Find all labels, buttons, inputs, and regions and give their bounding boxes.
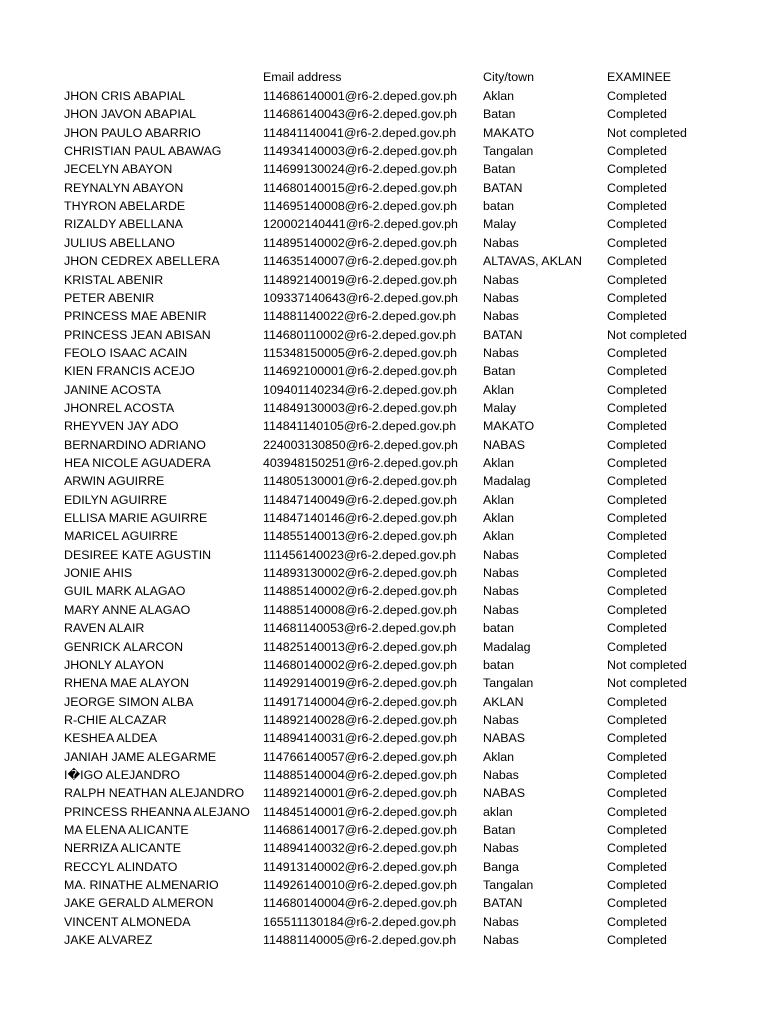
- city-cell: Malay: [483, 217, 517, 232]
- name-cell: JEORGE SIMON ALBA: [64, 694, 194, 709]
- name-cell: THYRON ABELARDE: [64, 199, 186, 214]
- name-cell: BERNARDINO ADRIANO: [64, 437, 206, 452]
- table-row: [0, 729, 768, 748]
- city-cell: MAKATO: [483, 125, 535, 140]
- status-cell: Completed: [607, 767, 667, 782]
- city-cell: batan: [483, 621, 515, 636]
- name-cell: PRINCESS JEAN ABISAN: [64, 327, 211, 342]
- status-cell: Completed: [607, 235, 667, 250]
- name-cell: REYNALYN ABAYON: [64, 180, 184, 195]
- city-cell: Aklan: [483, 492, 514, 507]
- table-row: [0, 87, 768, 106]
- city-cell: Nabas: [483, 914, 519, 929]
- city-cell: Banga: [483, 859, 519, 874]
- city-cell: Nabas: [483, 272, 519, 287]
- city-cell: batan: [483, 199, 515, 214]
- status-cell: Completed: [607, 712, 667, 727]
- city-cell: Nabas: [483, 712, 519, 727]
- city-cell: Aklan: [483, 511, 514, 526]
- table-row: [0, 105, 768, 124]
- city-cell: Nabas: [483, 290, 519, 305]
- status-cell: Completed: [607, 584, 667, 599]
- status-cell: Completed: [607, 878, 667, 893]
- email-cell: 114686140017@r6-2.deped.gov.ph: [263, 823, 458, 837]
- name-cell: JAKE ALVAREZ: [64, 933, 153, 948]
- table-row: [0, 234, 768, 253]
- status-cell: Completed: [607, 437, 667, 452]
- name-cell: FEOLO ISAAC ACAIN: [64, 345, 188, 360]
- status-cell: Completed: [607, 511, 667, 526]
- name-cell: RIZALDY ABELLANA: [64, 217, 183, 232]
- table-row: [0, 344, 768, 363]
- name-cell: RHEYVEN JAY ADO: [64, 419, 179, 434]
- name-cell: VINCENT ALMONEDA: [64, 914, 191, 929]
- status-cell: Completed: [607, 89, 667, 103]
- status-cell: Completed: [607, 400, 667, 415]
- name-cell: JAKE GERALD ALMERON: [64, 896, 214, 911]
- city-cell: ALTAVAS, AKLAN: [483, 254, 582, 269]
- table-row: [0, 527, 768, 546]
- name-cell: JECELYN ABAYON: [64, 162, 173, 177]
- email-cell: 114885140002@r6-2.deped.gov.ph: [263, 584, 458, 599]
- name-cell: KIEN FRANCIS ACEJO: [64, 364, 195, 379]
- name-cell: MA ELENA ALICANTE: [64, 823, 189, 837]
- email-cell: 114917140004@r6-2.deped.gov.ph: [263, 694, 458, 709]
- email-cell: 111456140023@r6-2.deped.gov.ph: [263, 547, 457, 562]
- table-row: [0, 252, 768, 271]
- table-row: [0, 509, 768, 528]
- table-row: [0, 931, 768, 950]
- name-cell: JHON PAULO ABARRIO: [64, 125, 201, 140]
- status-cell: Completed: [607, 199, 667, 214]
- email-cell: 114885140008@r6-2.deped.gov.ph: [263, 602, 458, 617]
- email-cell: 114680140002@r6-2.deped.gov.ph: [263, 657, 458, 672]
- email-cell: 114893130002@r6-2.deped.gov.ph: [263, 566, 458, 581]
- table-row: [0, 142, 768, 161]
- email-cell: 114934140003@r6-2.deped.gov.ph: [263, 144, 458, 159]
- name-cell: MARY ANNE ALAGAO: [64, 602, 191, 617]
- table-row: [0, 711, 768, 730]
- email-cell: 114892140028@r6-2.deped.gov.ph: [263, 712, 458, 727]
- name-cell: RHENA MAE ALAYON: [64, 676, 190, 691]
- email-cell: 224003130850@r6-2.deped.gov.ph: [263, 437, 458, 452]
- name-cell: RALPH NEATHAN ALEJANDRO: [64, 786, 245, 801]
- status-cell: Completed: [607, 364, 667, 379]
- table-row: [0, 491, 768, 510]
- email-cell: 114681140053@r6-2.deped.gov.ph: [263, 621, 457, 636]
- status-cell: Completed: [607, 144, 667, 159]
- table-row: [0, 674, 768, 693]
- table-row: [0, 601, 768, 620]
- city-cell: Aklan: [483, 382, 514, 397]
- name-cell: PRINCESS RHEANNA ALEJANO: [64, 804, 250, 819]
- email-cell: 114913140002@r6-2.deped.gov.ph: [263, 859, 458, 874]
- email-cell: 114847140049@r6-2.deped.gov.ph: [263, 492, 458, 507]
- name-cell: MA. RINATHE ALMENARIO: [64, 878, 219, 893]
- status-cell: Completed: [607, 382, 667, 397]
- name-cell: NERRIZA ALICANTE: [64, 841, 182, 856]
- email-cell: 114699130024@r6-2.deped.gov.ph: [263, 162, 458, 177]
- name-cell: JONIE AHIS: [64, 566, 133, 581]
- name-cell: I�IGO ALEJANDRO: [64, 767, 180, 782]
- table-row: [0, 821, 768, 840]
- name-cell: JHON JAVON ABAPIAL: [64, 107, 196, 122]
- email-cell: 114845140001@r6-2.deped.gov.ph: [263, 804, 458, 819]
- email-cell: 114841140041@r6-2.deped.gov.ph: [263, 125, 457, 140]
- city-cell: Aklan: [483, 456, 514, 470]
- table-row: [0, 803, 768, 822]
- email-cell: 114894140032@r6-2.deped.gov.ph: [263, 841, 458, 856]
- status-cell: Completed: [607, 345, 667, 360]
- email-cell: 115348150005@r6-2.deped.gov.ph: [263, 345, 458, 360]
- status-cell: Not completed: [607, 657, 687, 672]
- table-row: [0, 454, 768, 473]
- table-row: [0, 399, 768, 418]
- email-cell: 109401140234@r6-2.deped.gov.ph: [263, 382, 458, 397]
- email-cell: 114825140013@r6-2.deped.gov.ph: [263, 639, 458, 654]
- table-row: [0, 197, 768, 216]
- city-cell: MAKATO: [483, 419, 535, 434]
- email-cell: 114855140013@r6-2.deped.gov.ph: [263, 529, 458, 544]
- city-cell: BATAN: [483, 180, 523, 195]
- city-cell: Nabas: [483, 933, 519, 948]
- table-row: [0, 436, 768, 455]
- status-cell: Completed: [607, 914, 667, 929]
- table-row: [0, 472, 768, 491]
- email-cell: 114692100001@r6-2.deped.gov.ph: [263, 364, 458, 379]
- status-cell: Completed: [607, 547, 667, 562]
- email-cell: 114686140043@r6-2.deped.gov.ph: [263, 107, 458, 122]
- status-cell: Not completed: [607, 125, 687, 140]
- city-cell: AKLAN: [483, 694, 524, 709]
- city-cell: batan: [483, 657, 515, 672]
- city-cell: Batan: [483, 107, 516, 122]
- status-cell: Not completed: [607, 327, 687, 342]
- email-cell: 114881140022@r6-2.deped.gov.ph: [263, 309, 457, 324]
- name-cell: DESIREE KATE AGUSTIN: [64, 547, 212, 562]
- table-row: [0, 179, 768, 198]
- status-cell: Completed: [607, 107, 667, 122]
- name-cell: JHONLY ALAYON: [64, 657, 164, 672]
- email-cell: 114885140004@r6-2.deped.gov.ph: [263, 767, 458, 782]
- name-cell: JULIUS ABELLANO: [64, 235, 175, 250]
- table-row: [0, 913, 768, 932]
- header-status: EXAMINEE: [607, 70, 672, 84]
- name-cell: PETER ABENIR: [64, 290, 155, 305]
- status-cell: Completed: [607, 529, 667, 544]
- email-cell: 114635140007@r6-2.deped.gov.ph: [263, 254, 458, 269]
- status-cell: Completed: [607, 749, 667, 764]
- name-cell: JHON CEDREX ABELLERA: [64, 254, 220, 269]
- status-cell: Completed: [607, 474, 667, 489]
- status-cell: Completed: [607, 566, 667, 581]
- city-cell: Batan: [483, 162, 516, 177]
- status-cell: Completed: [607, 162, 667, 177]
- city-cell: Nabas: [483, 235, 519, 250]
- name-cell: JANIAH JAME ALEGARME: [64, 749, 217, 764]
- status-cell: Completed: [607, 272, 667, 287]
- status-cell: Completed: [607, 786, 667, 801]
- email-cell: 114881140005@r6-2.deped.gov.ph: [263, 933, 457, 948]
- table-row: [0, 693, 768, 712]
- name-cell: HEA NICOLE AGUADERA: [64, 456, 211, 470]
- table-row: [0, 656, 768, 675]
- city-cell: Nabas: [483, 841, 519, 856]
- name-cell: RAVEN ALAIR: [64, 621, 145, 636]
- email-cell: 114766140057@r6-2.deped.gov.ph: [263, 749, 458, 764]
- city-cell: Aklan: [483, 529, 514, 544]
- city-cell: Nabas: [483, 767, 519, 782]
- city-cell: Nabas: [483, 345, 519, 360]
- city-cell: aklan: [483, 804, 513, 819]
- status-cell: Completed: [607, 933, 667, 948]
- name-cell: JANINE ACOSTA: [64, 382, 161, 397]
- table-row: [0, 876, 768, 895]
- city-cell: Nabas: [483, 547, 519, 562]
- email-cell: 114892140019@r6-2.deped.gov.ph: [263, 272, 458, 287]
- header-city: City/town: [483, 70, 534, 84]
- city-cell: Tangalan: [483, 144, 534, 159]
- city-cell: NABAS: [483, 437, 526, 452]
- email-cell: 114895140002@r6-2.deped.gov.ph: [263, 235, 458, 250]
- email-cell: 165511130184@r6-2.deped.gov.ph: [263, 914, 457, 929]
- status-cell: Completed: [607, 694, 667, 709]
- name-cell: PRINCESS MAE ABENIR: [64, 309, 207, 324]
- header-email: Email address: [263, 70, 342, 84]
- status-cell: Completed: [607, 180, 667, 195]
- name-cell: KESHEA ALDEA: [64, 731, 157, 746]
- email-cell: 114805130001@r6-2.deped.gov.ph: [263, 474, 458, 489]
- table-row: [0, 564, 768, 583]
- status-cell: Completed: [607, 309, 667, 324]
- city-cell: NABAS: [483, 786, 526, 801]
- email-cell: 114680110002@r6-2.deped.gov.ph: [263, 327, 457, 342]
- status-cell: Completed: [607, 419, 667, 434]
- email-cell: 114680140004@r6-2.deped.gov.ph: [263, 896, 458, 911]
- city-cell: Nabas: [483, 584, 519, 599]
- table-row: [0, 619, 768, 638]
- email-cell: 114680140015@r6-2.deped.gov.ph: [263, 180, 458, 195]
- city-cell: Tangalan: [483, 878, 534, 893]
- city-cell: Tangalan: [483, 676, 534, 691]
- status-cell: Completed: [607, 290, 667, 305]
- table-row: [0, 894, 768, 913]
- name-cell: KRISTAL ABENIR: [64, 272, 164, 287]
- city-cell: BATAN: [483, 327, 523, 342]
- email-cell: 403948150251@r6-2.deped.gov.ph: [263, 456, 458, 470]
- status-cell: Completed: [607, 731, 667, 746]
- city-cell: Batan: [483, 823, 516, 837]
- city-cell: Aklan: [483, 749, 514, 764]
- table-row: [0, 124, 768, 143]
- status-cell: Not completed: [607, 676, 687, 691]
- city-cell: NABAS: [483, 731, 526, 746]
- city-cell: Aklan: [483, 89, 514, 103]
- status-cell: Completed: [607, 896, 667, 911]
- table-row: [0, 381, 768, 400]
- city-cell: Nabas: [483, 566, 519, 581]
- table-row: [0, 748, 768, 767]
- email-cell: 114841140105@r6-2.deped.gov.ph: [263, 419, 457, 434]
- table-row: [0, 546, 768, 565]
- status-cell: Completed: [607, 254, 667, 269]
- table-row: [0, 784, 768, 803]
- status-cell: Completed: [607, 217, 667, 232]
- header-row: [0, 68, 768, 87]
- status-cell: Completed: [607, 639, 667, 654]
- email-cell: 114892140001@r6-2.deped.gov.ph: [263, 786, 458, 801]
- status-cell: Completed: [607, 621, 667, 636]
- email-cell: 109337140643@r6-2.deped.gov.ph: [263, 290, 458, 305]
- name-cell: GUIL MARK ALAGAO: [64, 584, 186, 599]
- name-cell: EDILYN AGUIRRE: [64, 492, 168, 507]
- status-cell: Completed: [607, 859, 667, 874]
- email-cell: 120002140441@r6-2.deped.gov.ph: [263, 217, 458, 232]
- name-cell: GENRICK ALARCON: [64, 639, 184, 654]
- name-cell: JHON CRIS ABAPIAL: [64, 89, 186, 103]
- table-row: [0, 326, 768, 345]
- name-cell: MARICEL AGUIRRE: [64, 529, 178, 544]
- table-row: [0, 271, 768, 290]
- name-cell: ARWIN AGUIRRE: [64, 474, 165, 489]
- status-cell: Completed: [607, 823, 667, 837]
- status-cell: Completed: [607, 456, 667, 470]
- email-cell: 114695140008@r6-2.deped.gov.ph: [263, 199, 458, 214]
- name-cell: CHRISTIAN PAUL ABAWAG: [64, 144, 222, 159]
- city-cell: Madalag: [483, 639, 531, 654]
- status-cell: Completed: [607, 602, 667, 617]
- email-cell: 114849130003@r6-2.deped.gov.ph: [263, 400, 458, 415]
- email-cell: 114929140019@r6-2.deped.gov.ph: [263, 676, 458, 691]
- email-cell: 114686140001@r6-2.deped.gov.ph: [263, 89, 458, 103]
- status-cell: Completed: [607, 804, 667, 819]
- table-row: [0, 839, 768, 858]
- city-cell: Madalag: [483, 474, 531, 489]
- name-cell: RECCYL ALINDATO: [64, 859, 178, 874]
- city-cell: Nabas: [483, 602, 519, 617]
- email-cell: 114847140146@r6-2.deped.gov.ph: [263, 511, 458, 526]
- name-cell: JHONREL ACOSTA: [64, 400, 175, 415]
- name-cell: R-CHIE ALCAZAR: [64, 712, 167, 727]
- table-row: [0, 215, 768, 234]
- city-cell: BATAN: [483, 896, 523, 911]
- city-cell: Malay: [483, 400, 517, 415]
- email-cell: 114894140031@r6-2.deped.gov.ph: [263, 731, 458, 746]
- city-cell: Batan: [483, 364, 516, 379]
- table-row: [0, 638, 768, 657]
- status-cell: Completed: [607, 841, 667, 856]
- table-row: [0, 362, 768, 381]
- table-row: [0, 417, 768, 436]
- table-row: [0, 766, 768, 785]
- email-cell: 114926140010@r6-2.deped.gov.ph: [263, 878, 458, 893]
- name-cell: ELLISA MARIE AGUIRRE: [64, 511, 208, 526]
- table-row: [0, 307, 768, 326]
- table-row: [0, 289, 768, 308]
- city-cell: Nabas: [483, 309, 519, 324]
- status-cell: Completed: [607, 492, 667, 507]
- table-row: [0, 582, 768, 601]
- table-row: [0, 160, 768, 179]
- table-row: [0, 858, 768, 877]
